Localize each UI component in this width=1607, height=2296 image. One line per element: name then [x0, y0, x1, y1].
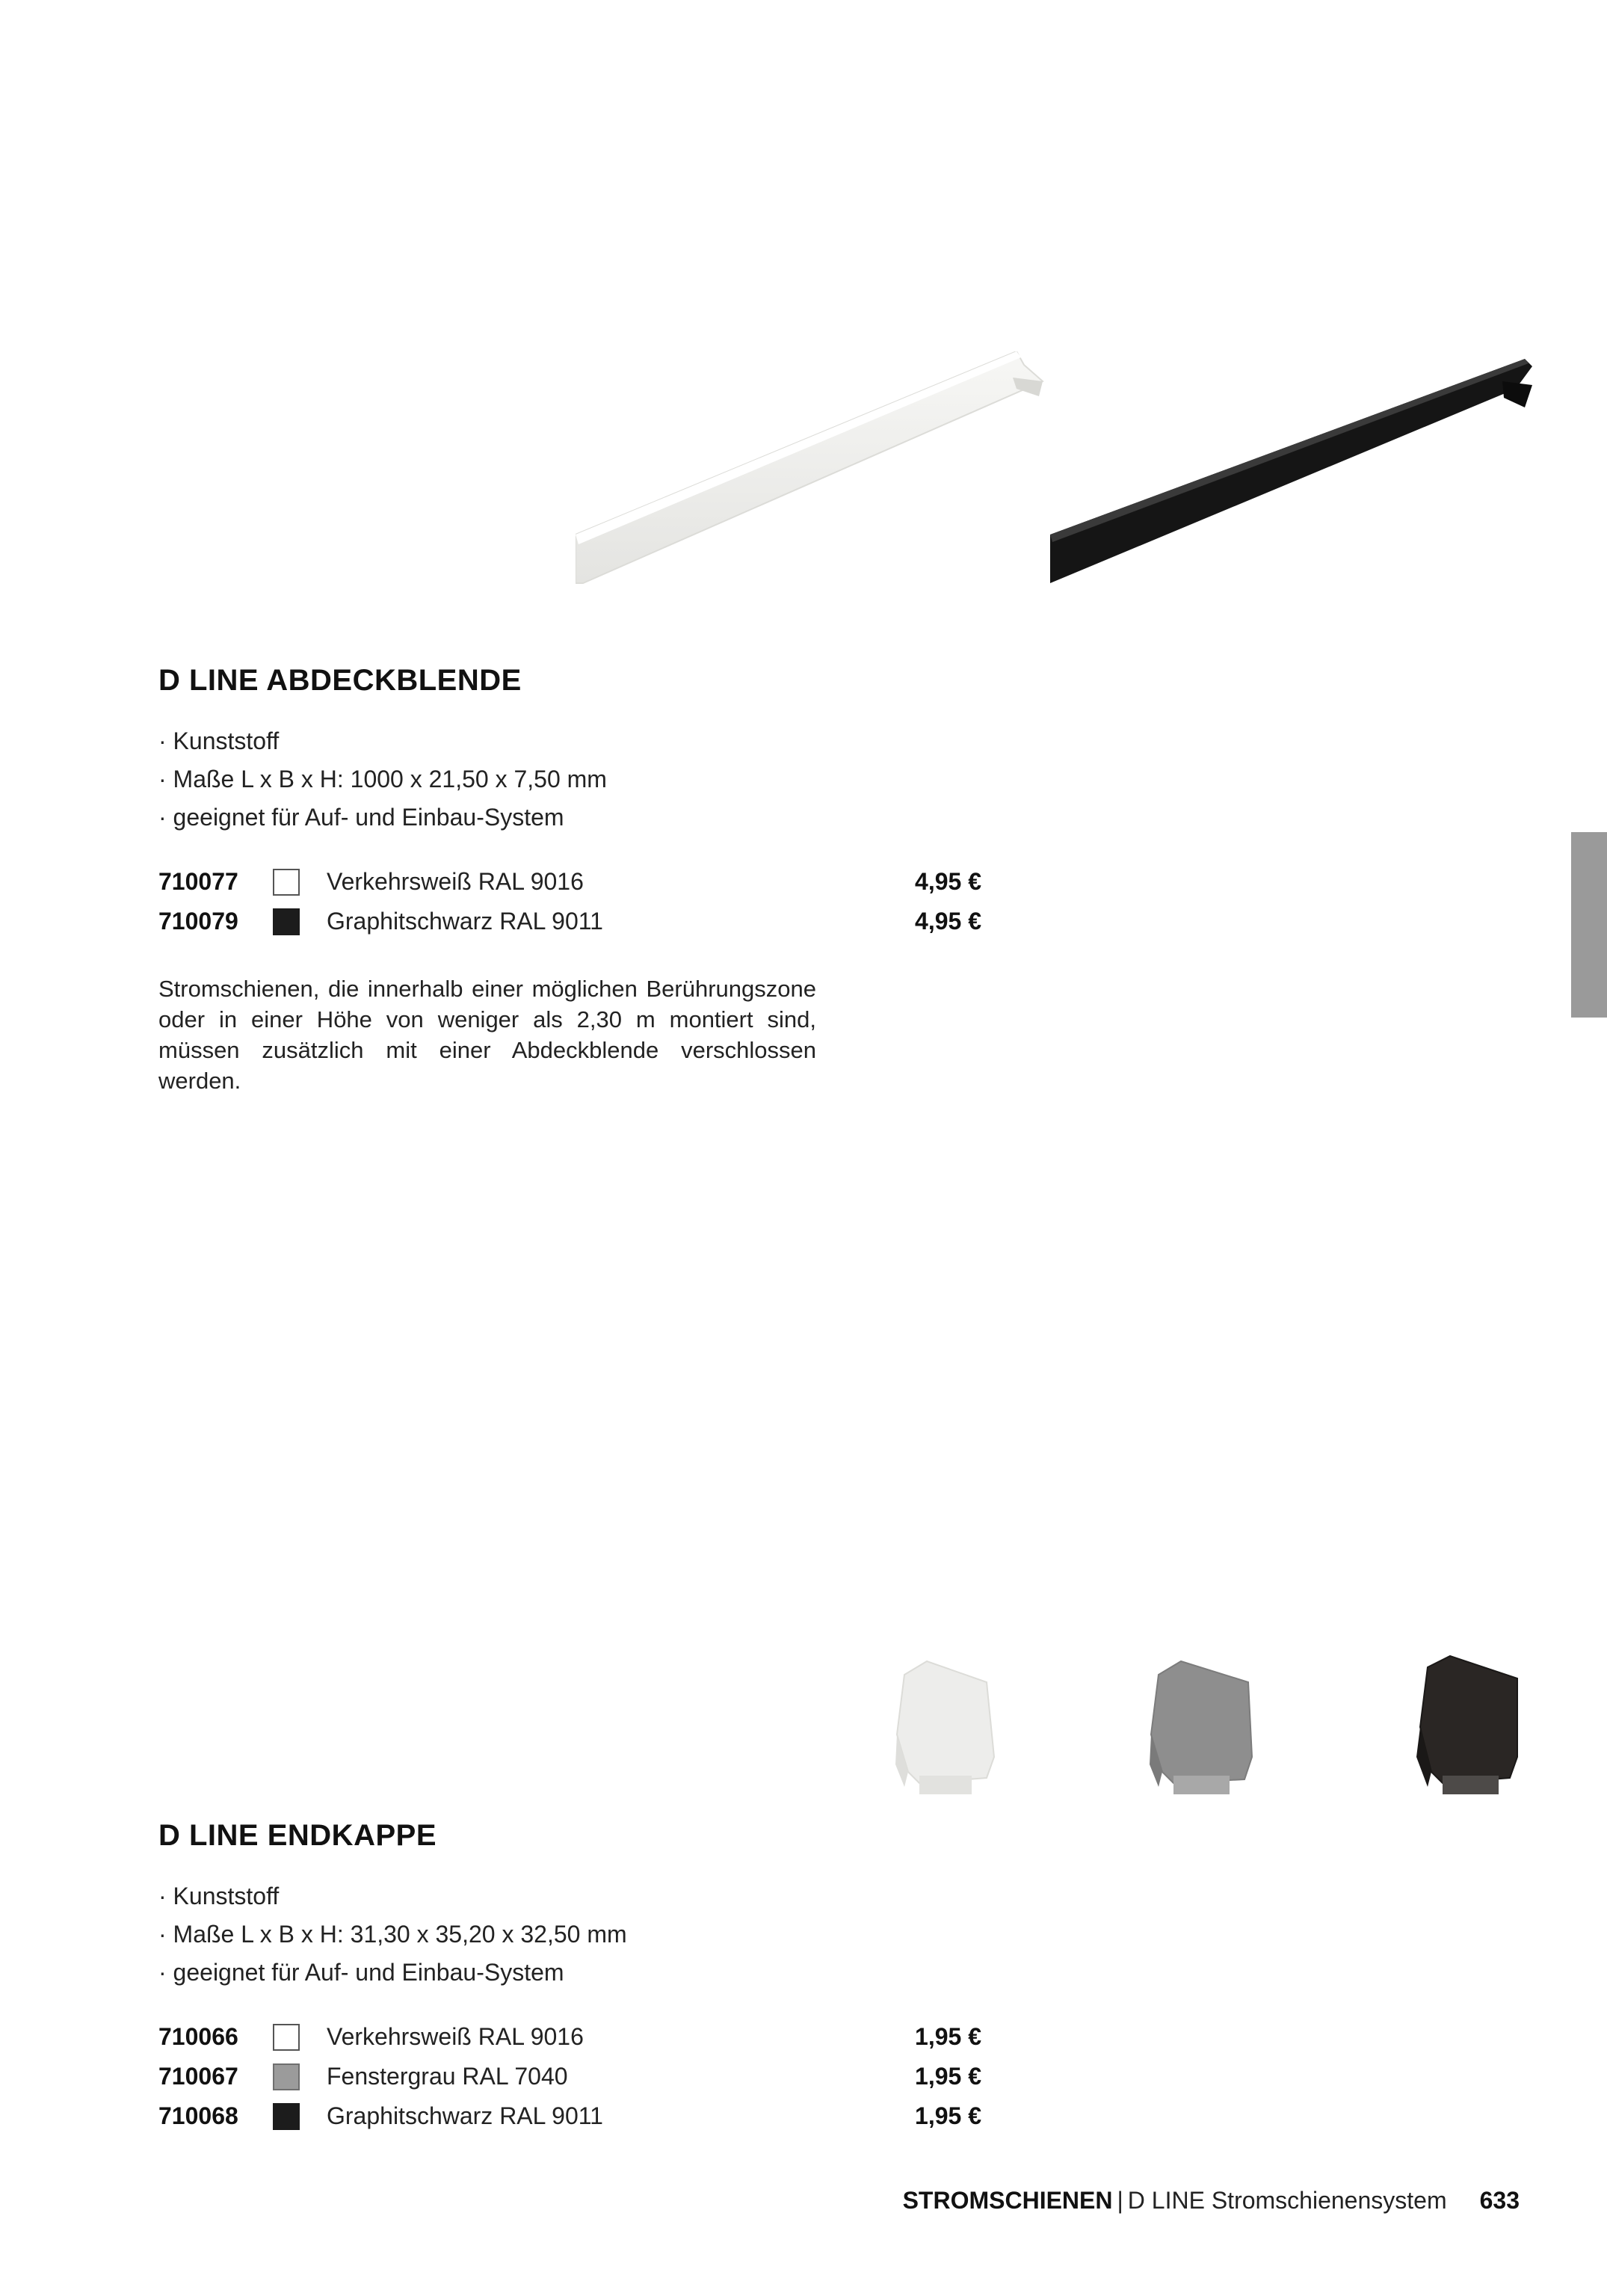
- feature-item: · Kunststoff: [158, 722, 607, 760]
- page-footer: [0, 2187, 1520, 2215]
- price: 4,95 €: [915, 868, 981, 895]
- article-number: 710067: [158, 2063, 238, 2090]
- article-number: 710077: [158, 868, 238, 895]
- product-row: [158, 2057, 981, 2096]
- footer-category: STROMSCHIENEN: [902, 2187, 1113, 2214]
- price: 4,95 €: [915, 908, 981, 935]
- color-name: Verkehrsweiß RAL 9016: [327, 2023, 584, 2050]
- feature-list-abdeckblende: [158, 722, 607, 837]
- feature-list-endkappe: [158, 1877, 627, 1992]
- color-name: Graphitschwarz RAL 9011: [327, 908, 603, 935]
- product-row: [158, 862, 981, 902]
- article-number: 710079: [158, 908, 238, 935]
- price: 1,95 €: [915, 2102, 981, 2129]
- end-cap-grey-image: [1129, 1652, 1263, 1802]
- color-name: Graphitschwarz RAL 9011: [327, 2102, 603, 2129]
- color-swatch-black: [273, 908, 300, 935]
- section-title-endkappe: D LINE ENDKAPPE: [158, 1819, 437, 1852]
- price: 1,95 €: [915, 2063, 981, 2090]
- color-swatch-white: [273, 2024, 300, 2051]
- product-row: [158, 2096, 981, 2136]
- mounting-note: Stromschienen, die innerhalb einer möglichen Berührungszone oder in einer Höhe von weniger als 2,30 m montiert sind, müssen zusätzlich mit einer Abdeckblende verschlossen werden.: [158, 976, 816, 1094]
- article-number: 710066: [158, 2023, 238, 2050]
- color-name: Fenstergrau RAL 7040: [327, 2063, 568, 2090]
- article-number: 710068: [158, 2102, 238, 2129]
- feature-item: · geeignet für Auf- und Einbau-System: [158, 1954, 627, 1992]
- page-number: 633: [1479, 2187, 1520, 2214]
- color-swatch-black: [273, 2103, 300, 2130]
- feature-item: · Maße L x B x H: 1000 x 21,50 x 7,50 mm: [158, 760, 607, 798]
- footer-subtitle: D LINE Stromschienensystem: [1127, 2187, 1447, 2214]
- color-name: Verkehrsweiß RAL 9016: [327, 868, 584, 895]
- product-row: [158, 2017, 981, 2057]
- color-swatch-white: [273, 869, 300, 896]
- cover-strip-black-image: [1046, 351, 1532, 591]
- product-table-abdeckblende: [158, 862, 981, 941]
- product-table-endkappe: [158, 2017, 981, 2136]
- product-row: [158, 902, 981, 941]
- feature-item: · geeignet für Auf- und Einbau-System: [158, 798, 607, 837]
- chapter-tab-marker: [1571, 832, 1607, 1018]
- feature-item: · Maße L x B x H: 31,30 x 35,20 x 32,50 mm: [158, 1915, 627, 1954]
- feature-item: · Kunststoff: [158, 1877, 627, 1915]
- color-swatch-grey: [273, 2063, 300, 2090]
- cover-strip-white-image: [576, 351, 1046, 591]
- footer-separator: |: [1117, 2187, 1123, 2214]
- section-title-abdeckblende: D LINE ABDECKBLENDE: [158, 664, 522, 697]
- price: 1,95 €: [915, 2023, 981, 2050]
- end-cap-black-image: [1398, 1652, 1532, 1802]
- end-cap-white-image: [875, 1652, 1009, 1802]
